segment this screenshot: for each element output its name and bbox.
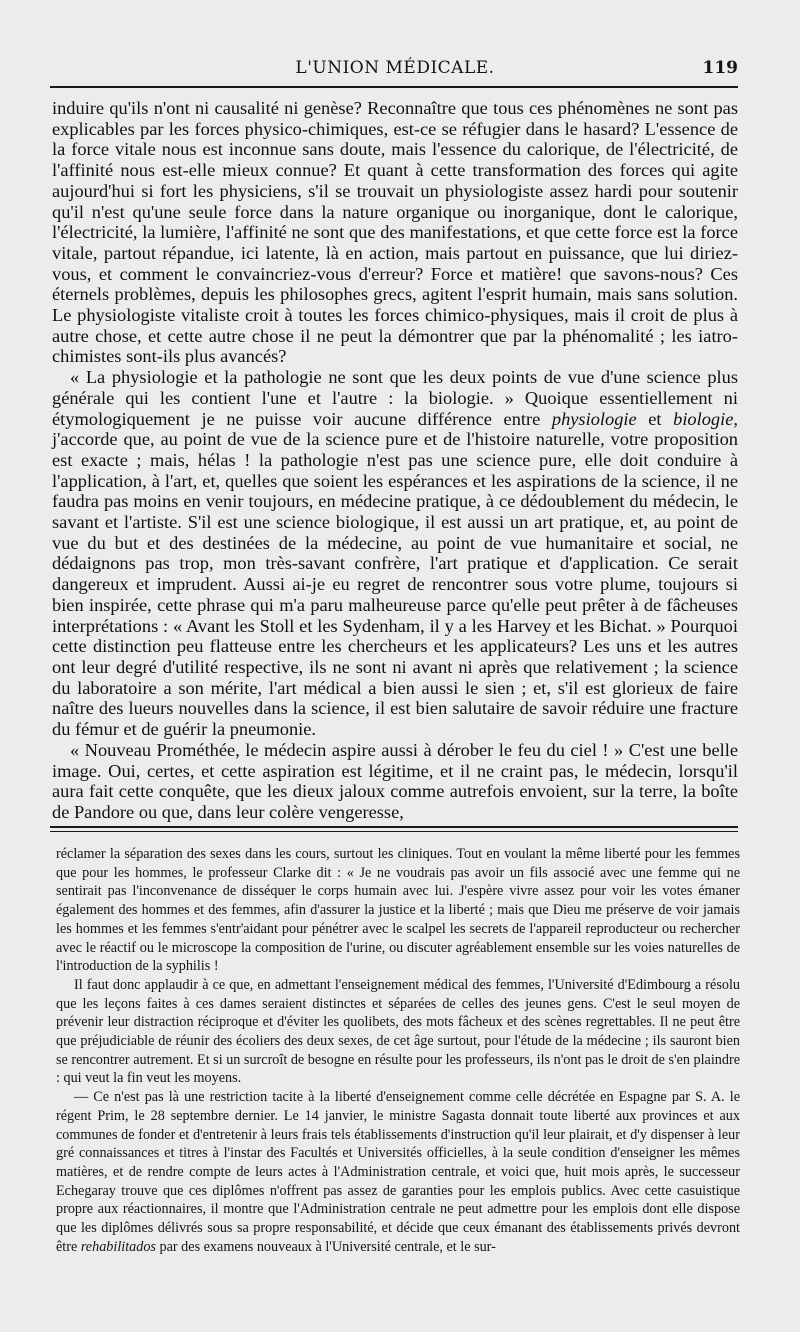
paragraph-3: « Nouveau Prométhée, le médecin aspire aussi à dérober le feu du ciel ! » C'est une belle image. Oui, certes, et cette aspiration est légitime, et il ne craint pas, le médecin, lorsqu'il aura fait cette conquête, que les dieux jaloux comme autrefois envoient, sur la terre, la boîte de Pandore ou que, dans leur colère vengeresse, (52, 739, 738, 822)
paragraph-2-part-b: et (636, 408, 674, 429)
note-paragraph-1: réclamer la séparation des sexes dans les cours, surtout les cliniques. Tout en voulant la même liberté pour les femmes que pour les hommes, le professeur Clarke dit : « Je ne voudrais pas avoir un fils associé avec une femme qui ne sentirait pas l'inconvenance de disséquer le corps humain avec lui. J'espère vivre assez pour voir les votes émaner également des hommes et des femmes, afin d'assurer la justice et la liberté ; mais que Dieu me préserve de voir jamais les hommes et les femmes s'entr'aidant pour pénétrer avec le scalpel les secrets de l'appareil reproducteur ou rechercher avec le réactif ou le microscope la composition de l'urine, ou discuter agréablement ensemble sur les voies naturelles de l'introduction de la syphilis ! (56, 846, 740, 975)
note-paragraph-3-part-b: par des examens nouveaux à l'Université centrale, et le sur- (155, 1238, 496, 1255)
italic-physiologie: physiologie (551, 408, 637, 429)
footnote-rule-bottom (50, 831, 738, 832)
paragraph-2-part-a: « La physiologie et la pathologie ne sont que les deux points de vue d'une science plus générale qui les contient l'une et l'autre : la biologie. » Quoique essentiellement ni étymologiquement je ne puisse voir aucune différence entre (52, 367, 738, 429)
running-title: L'UNION MÉDICALE. (295, 58, 495, 78)
italic-biologie: biologie, (673, 408, 738, 429)
paragraph-1: induire qu'ils n'ont ni causalité ni genèse? Reconnaître que tous ces phénomènes ne sont pas explicables par les forces physico-chimiques, est-ce se réfugier dans le hasard? L'essence de la force vitale nous est inconnue sans doute, mais l'essence du calorique, de l'électricité, de l'affinité nous est-elle mieux connue? Et quant à cette transformation des forces qui agite aujourd'hui si fort les physiciens, s'il se trouvait un physiologiste assez hardi pour soutenir qu'il n'est qu'une seule force dans la nature organique ou inorganique, dont le calorique, l'électricité, la lumière, l'affinité ne sont que des manifestations, et que cette force est la force vitale, partout répandue, ici latente, là en action, mais partout en puissance, que lui diriez-vous, et comment le convaincriez-vous d'erreur? Force et matière! que savons-nous? Ces éternels problèmes, depuis les philosophes grecs, agitent l'esprit humain, mais sans solution. Le physiologiste vitaliste croit à toutes les forces chimico-physiques, mais il croit de plus à autre chose, et cette autre chose il ne peut la démontrer que par la phénomalité ; les iatro-chimistes sont-ils plus avancés? (52, 98, 738, 367)
footnote-rule-top (50, 826, 738, 828)
header-rule (50, 86, 738, 88)
note-paragraph-3-part-a: — Ce n'est pas là une restriction tacite à la liberté d'enseignement comme celle décrétée en Espagne par S. A. le régent Prim, le 28 septembre dernier. Le 14 janvier, le ministre Sagasta donnait toute liberté aux provinces et aux communes de fonder et d'entretenir à leurs frais tels établissements d'instruction qu'il leur plairait, et d'y dispenser à leur gré connaissances et titres à l'instar des Facultés et Universités officielles, à la seule condition d'enseigner les mêmes matières, et de rendre compte de leurs actes à l'Administration centrale, et voici que, huit mois après, le successeur Echegaray trouve que ces diplômes n'offrent pas assez de garanties pour les emplois publics. Avec cette casuistique propre aux réactionnaires, il montre que l'Administration centrale ne peut admettre pour les emplois dont elle dispose que les diplômes délivrés sous sa propre responsabilité, et décide que ceux émanant des établissements privés devront être (56, 1089, 740, 1255)
footnote-text (56, 845, 740, 1256)
main-text (52, 98, 738, 823)
note-paragraph-2: Il faut donc applaudir à ce que, en admettant l'enseignement médical des femmes, l'Université d'Edimbourg a résolu que les leçons faites à ces dames seraient distinctes et séparées de celles des jeunes gens. C'est le seul moyen de prévenir leur distraction réciproque et d'éviter les quolibets, des mots fâcheux et des scènes regrettables. Il ne peut être que préjudiciable de réunir des écoliers des deux sexes, de cet âge surtout, pour l'étude de la médecine ; ils sauront bien se rencontrer autrement. Et si un surcroît de besogne en résulte pour les professeurs, ils n'ont pas le droit de s'en plaindre : qui veut la fin veut les moyens. (56, 976, 740, 1087)
paragraph-2-part-c: j'accorde que, au point de vue de la science pure et de l'histoire naturelle, votre proposition est exacte ; mais, hélas ! la pathologie n'est pas une science pure, elle doit conduire à l'application, à l'art, et, quelles que soient les espérances et les aspirations de la science, il ne faudra pas moins en venir toujours, en médecine pratique, à ce dédoublement du médecin, le savant et l'artiste. S'il est une science biologique, il est aussi un art pratique, et, au point de vue du but et des destinées de la médecine, au point de vue humanitaire et social, ne dédaignons pas trop, mon très-savant confrère, l'art pratique et d'application. Ce serait dangereux et imprudent. Aussi ai-je eu regret de rencontrer sous votre plume, toujours si bien inspirée, cette phrase qui m'a paru malheureuse parce qu'elle peut prêter à de fâcheuses interprétations : « Avant les Stoll et les Sydenham, il y a les Harvey et les Bichat. » Pourquoi cette distinction peu flatteuse entre les chercheurs et les applicateurs? Les uns et les autres ont leur degré d'utilité respective, ils ne sont ni avant ni après que relativement ; la science du laboratoire a son mérite, l'art médical a bien aussi le sien ; et, s'il est glorieux de faire naître des lueurs nouvelles dans la science, il est bien salutaire de savoir réduire une fracture du fémur et de guérir la pneumonie. (52, 429, 738, 740)
page-number: 119 (702, 58, 738, 78)
note-paragraph-3 (56, 1088, 740, 1256)
paragraph-2 (52, 367, 738, 740)
italic-rehabilitados: rehabilitados (80, 1238, 156, 1255)
running-header (52, 58, 738, 82)
